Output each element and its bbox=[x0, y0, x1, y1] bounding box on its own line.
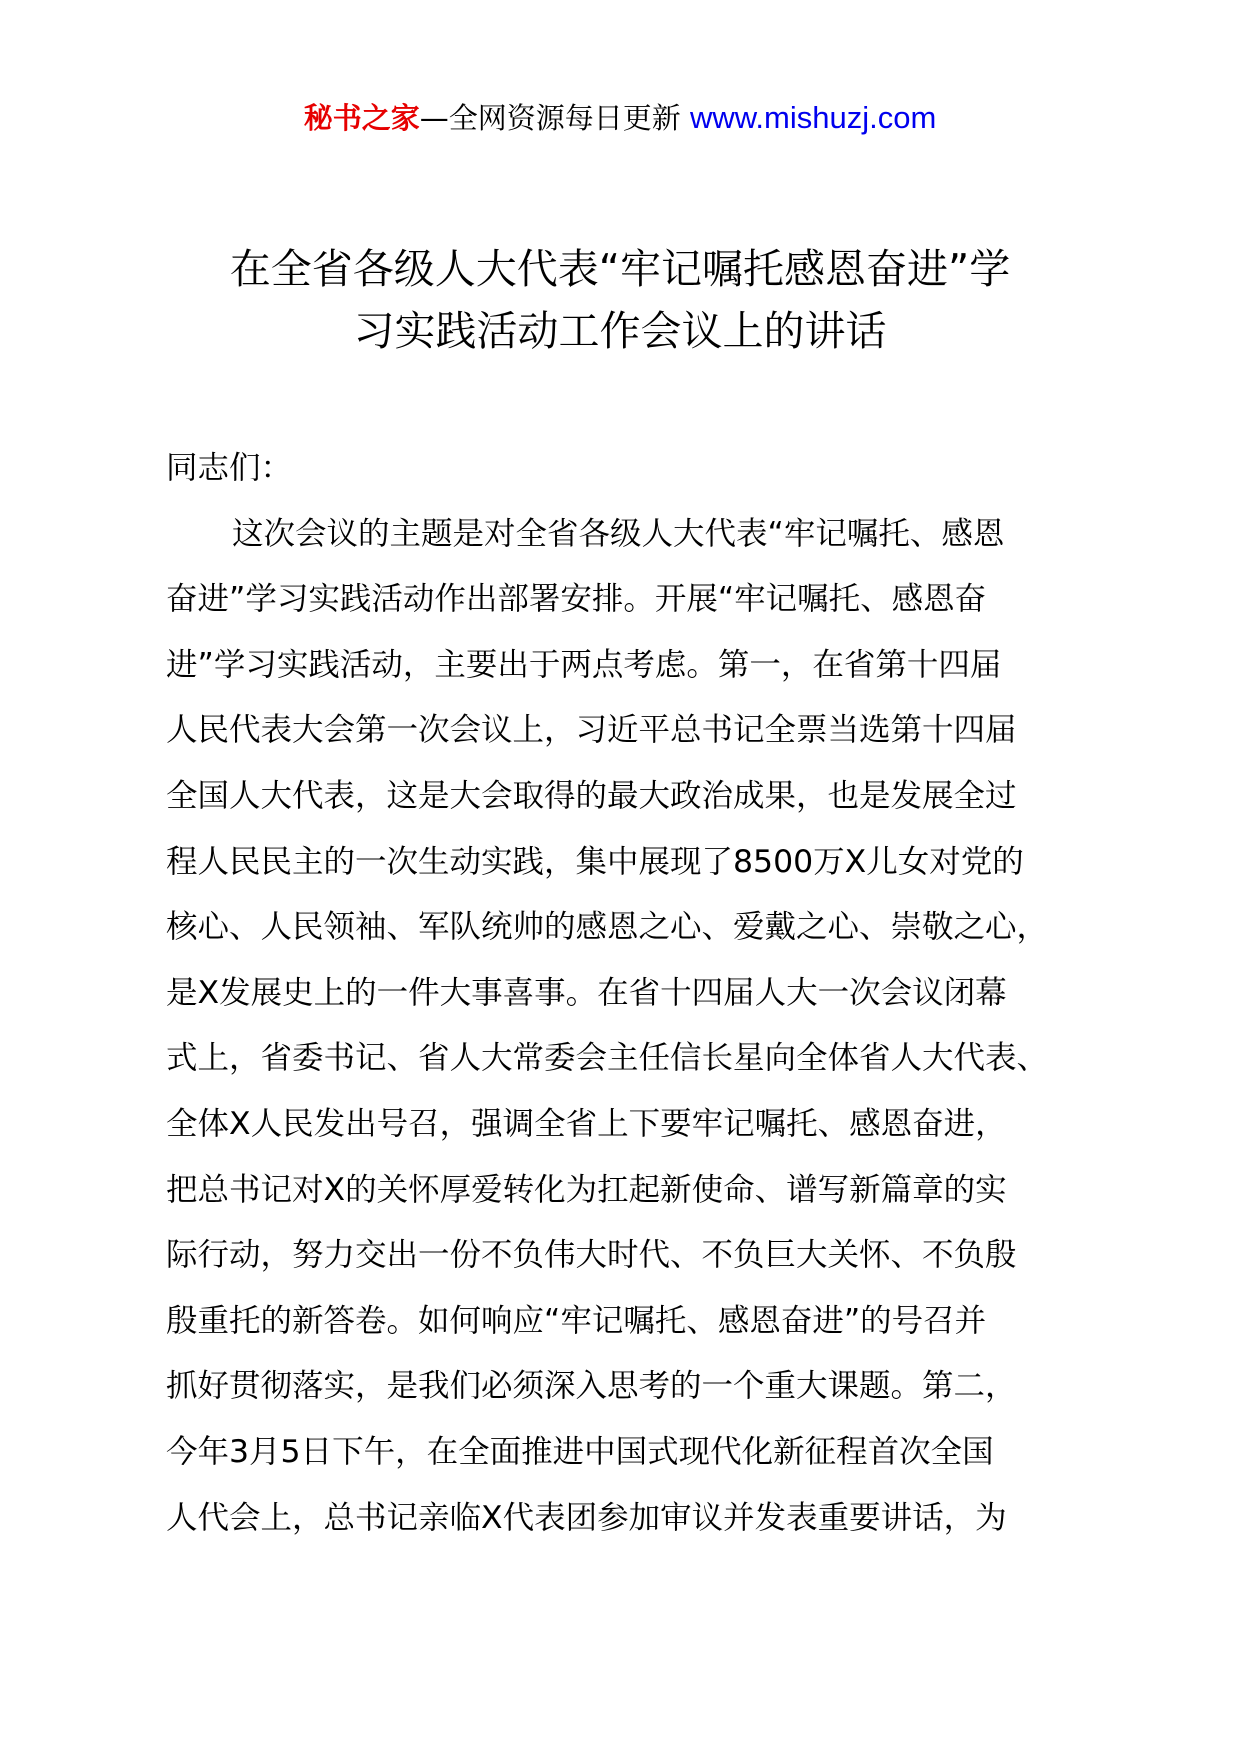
paragraph-line: 奋进”学习实践活动作出部署安排。开展“牢记嘱托、感恩奋 bbox=[166, 581, 987, 618]
paragraph-line: 抓好贯彻落实，是我们必须深入思考的一个重大课题。第二， bbox=[166, 1368, 1017, 1405]
paragraph-line: 今年3月5日下午，在全面推进中国式现代化新征程首次全国 bbox=[166, 1433, 994, 1470]
paragraph-line: 核心、人民领袖、军队统帅的感恩之心、爱戴之心、崇敬之心， bbox=[166, 909, 1049, 946]
title-line-1: 在全省各级人大代表“牢记嘱托感恩奋进”学 bbox=[229, 245, 1011, 293]
paragraph-line: 人代会上，总书记亲临X代表团参加审议并发表重要讲话，为 bbox=[166, 1499, 1007, 1536]
site-header bbox=[0, 98, 1240, 138]
greeting: 同志们： bbox=[166, 450, 293, 486]
paragraph-line: 进”学习实践活动，主要出于两点考虑。第一，在省第十四届 bbox=[166, 646, 1002, 683]
paragraph-line: 全国人大代表，这是大会取得的最大政治成果，也是发展全过 bbox=[166, 777, 1017, 814]
header-tagline: —全网资源每日更新 bbox=[419, 101, 681, 135]
site-url-link[interactable]: www.mishuzj.com bbox=[689, 100, 937, 135]
paragraph-line: 人民代表大会第一次会议上，习近平总书记全票当选第十四届 bbox=[166, 712, 1017, 749]
document-title bbox=[140, 238, 1100, 362]
brand-name: 秘书之家 bbox=[303, 101, 420, 135]
paragraph-line: 是X发展史上的一件大事喜事。在省十四届人大一次会议闭幕 bbox=[166, 974, 1007, 1011]
paragraph-line: 程人民民主的一次生动实践，集中展现了8500万X儿女对党的 bbox=[166, 843, 1024, 880]
paragraph-line: 殷重托的新答卷。如何响应“牢记嘱托、感恩奋进”的号召并 bbox=[166, 1302, 987, 1339]
paragraph-line: 把总书记对X的关怀厚爱转化为扛起新使命、谱写新篇章的实 bbox=[166, 1171, 1007, 1208]
paragraph-line: 式上，省委书记、省人大常委会主任信长星向全体省人大代表、 bbox=[166, 1040, 1049, 1077]
paragraph-line: 全体X人民发出号召，强调全省上下要牢记嘱托、感恩奋进， bbox=[166, 1105, 1007, 1142]
paragraph-line: 这次会议的主题是对全省各级人大代表“牢记嘱托、感恩 bbox=[232, 515, 1005, 552]
paragraph-line: 际行动，努力交出一份不负伟大时代、不负巨大关怀、不负殷 bbox=[166, 1237, 1017, 1274]
document-body bbox=[166, 436, 1096, 1551]
title-line-2: 习实践活动工作会议上的讲话 bbox=[353, 307, 887, 355]
